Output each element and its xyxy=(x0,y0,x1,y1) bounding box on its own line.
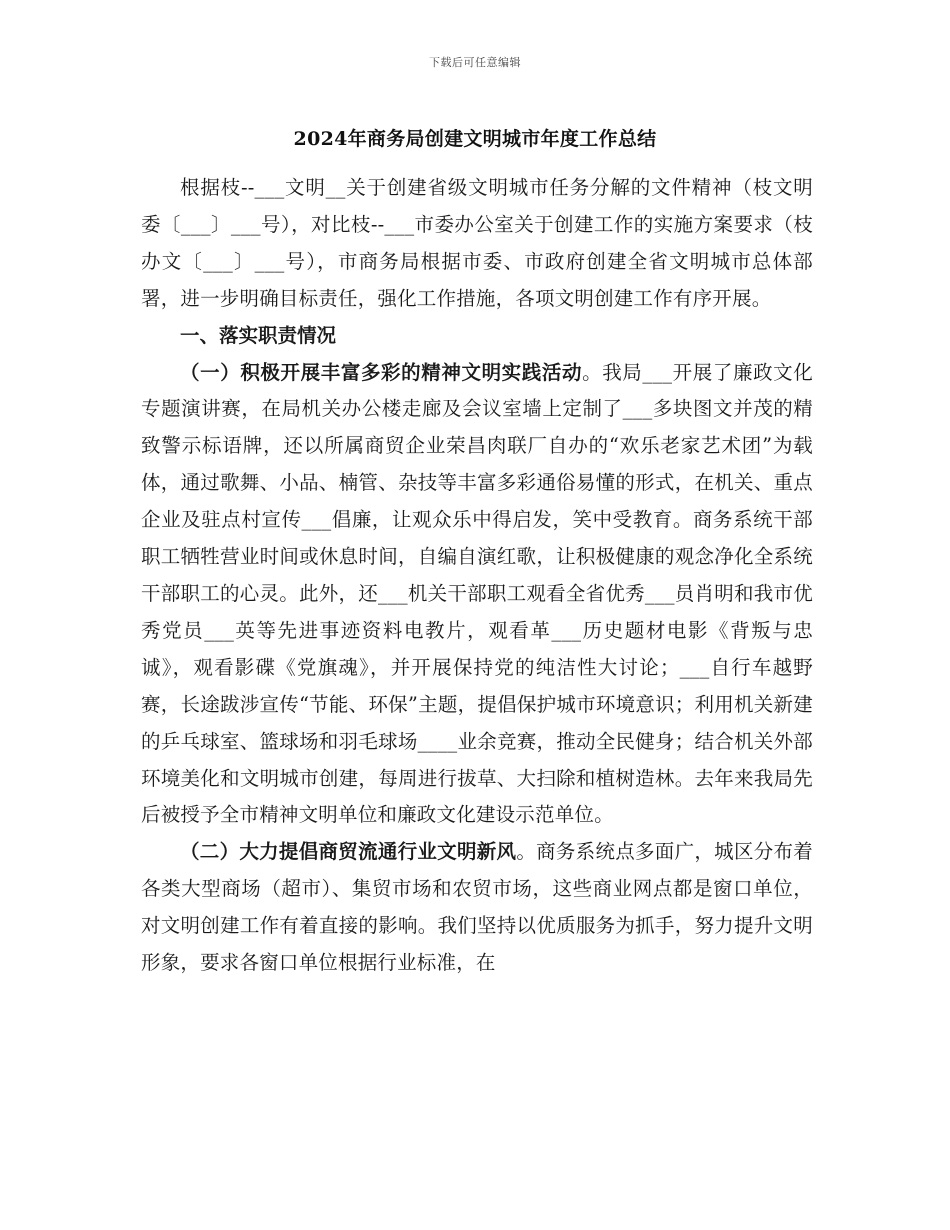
document-title: 2024年商务局创建文明城市年度工作总结 xyxy=(293,128,657,150)
item-paragraph-2 xyxy=(141,834,813,982)
section-heading: 一、落实职责情况 xyxy=(180,323,337,347)
header-note: 下载后可任意编辑 xyxy=(429,56,521,69)
document-body xyxy=(141,170,813,982)
item-text-1: 。我局___开展了廉政文化专题演讲赛，在局机关办公楼走廊及会议室墙上定制了___多块图文并茂的精致警示标语牌，还以所属商贸企业荣昌肉联厂自办的“欢乐老家艺术团”为载体，通过歌舞、小品、楠管、杂技等丰富多彩通俗易懂的形式，在机关、重点企业及驻点村宣传___倡廉，让观众乐中得启发，笑中受教育。商务系统干部职工牺牲营业时间或休息时间，自编自演红歌，让积极健康的观念净化全系统干部职工的心灵。此外，还___机关干部职工观看全省优秀___员肖明和我市优秀党员___英等先进事迹资料电教片，观看革___历史题材电影《背叛与忠诚》，观看影碟《党旗魂》，并开展保持党的纯洁性大讨论；___自行车越野赛，长途跋涉宣传“节能、环保”主题，提倡保护城市环境意识；利用机关新建的乒乓球室、篮球场和羽毛球场____业余竞赛，推动全民健身；结合机关外部环境美化和文明城市创建，每周进行拔草、大扫除和植树造林。去年来我局先后被授予全市精神文明单位和廉政文化建设示范单位。 xyxy=(141,360,813,827)
item-lead-2: （二）大力提倡商贸流通行业文明新风 xyxy=(180,840,517,864)
item-paragraph-1 xyxy=(141,355,813,835)
item-text-2: 。商务系统点多面广，城区分布着各类大型商场（超市）、集贸市场和农贸市场，这些商业网点都是窗口单位，对文明创建工作有着直接的影响。我们坚持以优质服务为抓手，努力提升文明形象，要求各窗口单位根据行业标准，在 xyxy=(141,840,813,975)
intro-paragraph: 根据枝--___文明__关于创建省级文明城市任务分解的文件精神（枝文明委〔___〕___号），对比枝--___市委办公室关于创建工作的实施方案要求（枝办文〔___〕___号），市商务局根据市委、市政府创建全省文明城市总体部署，进一步明确目标责任，强化工作措施，各项文明创建工作有序开展。 xyxy=(141,176,813,310)
item-lead-1: （一）积极开展丰富多彩的精神文明实践活动 xyxy=(180,360,583,384)
